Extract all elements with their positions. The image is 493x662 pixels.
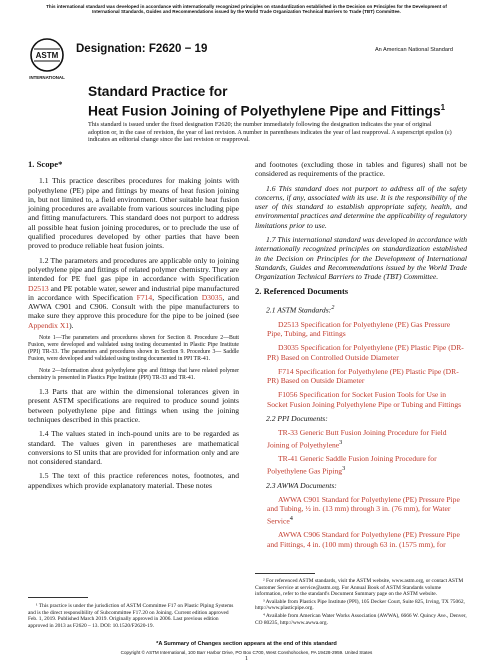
ppi-refs-list — [255, 428, 467, 475]
title-line-2: Heat Fusion Joining of Polyethylene Pipe and Fittings — [88, 103, 441, 119]
astm-refs-list — [255, 320, 467, 409]
link-d3035[interactable]: D3035 — [201, 292, 223, 302]
ppi_refs-ref-item — [255, 428, 467, 449]
paragraph-1-6: 1.6 This standard does not purport to address all of the safety concerns, if any, associated with its use. It is the responsibility of the user of this standard to establish appropriate safety, health, and environmental practices and determine the applicability of regulatory limitations prior to use. — [255, 183, 467, 230]
footnote-marker: 3 — [339, 438, 343, 446]
text: , and AWWA C901 and C906. Consult with the pipe manufacturers to make sure they approve this procedure for the pipe to be joined (see — [28, 292, 239, 321]
paragraph-continued: and footnotes (excluding those in tables and figures) shall not be considered as requirements of the practice. — [255, 160, 467, 179]
logo-subtext: INTERNATIONAL — [29, 75, 65, 80]
logo-text: ASTM — [35, 51, 59, 60]
right-column — [255, 160, 467, 554]
footnote-marker: 3 — [342, 464, 346, 472]
paragraph-1-7: 1.7 This international standard was developed in accordance with internationally recognized principles on standardization established in the Decision on Principles for the Development of International Standards, Guides and Recommendations issued by the World Trade Organization Technical Barriers to Trade (TBT) Committee. — [255, 235, 467, 282]
paragraph-1-1: 1.1 This practice describes procedures for making joints with polyethylene (PE) pipe and fittings by means of heat fusion joining in, but not limited to, a field environment. Other suitable heat fusion joining procedures are available from various sources including pipe and fitting manufacturers. This standard does not purport to address all possible heat fusion joining procedures, or to preclude the use of qualified procedures developed by other parties that have been proved to produce reliable heat fusion joints. — [28, 176, 239, 251]
paragraph-1-5: 1.5 The text of this practice references notes, footnotes, and appendixes which provide explanatory material. These notes — [28, 471, 239, 490]
paragraph-1-4: 1.4 The values stated in inch-pound units are to be regarded as standard. The values given in parentheses are mathematical conversions to SI units that are provided for information only and are not considered standard. — [28, 429, 239, 467]
ref-title[interactable]: Specification for Polyethylene (PE) Plastic Pipe (DR-PR) Based on Outside Diameter — [267, 366, 459, 386]
paragraph-1-3: 1.3 Parts that are within the dimensional tolerances given in present ASTM specifications are required to produce sound joints between polyethylene pipe and fittings when using the joining techniques described in this practice. — [28, 387, 239, 424]
ref-link-awwa-c901[interactable]: AWWA C901 — [278, 494, 320, 504]
ppi-documents-label: 2.2 PPI Documents: — [266, 414, 328, 424]
referenced-documents-heading: 2. Referenced Documents — [255, 285, 349, 296]
ref-title[interactable]: Generic Saddle Fusion Joining Procedure for Polyethylene Gas Piping — [267, 454, 437, 476]
ref-link-f1056[interactable]: F1056 — [278, 390, 298, 400]
refs-ref-item — [255, 390, 467, 409]
footnote-divider-left — [28, 597, 88, 598]
footnote-4: ⁴ Available from American Water Works Association (AWWA), 6666 W. Quincy Ave., Denver, CO 80235, http://www.awwa.org. — [255, 612, 467, 626]
designation: Designation: F2620 − 19 — [76, 43, 208, 55]
ref-link-f714[interactable]: F714 — [278, 366, 294, 376]
ref-title[interactable]: Standard for Polyethylene (PE) Pressure Pipe and Fittings, 4 in. (100 mm) through 63 in. (1575 mm), for — [267, 530, 460, 549]
text: , Specification — [152, 292, 202, 302]
awwa_refs-ref-item — [255, 495, 467, 525]
footnote-2: ² For referenced ASTM standards, visit the ASTM website, www.astm.org, or contact ASTM Customer Service at service@astm.org. For Annual Book of ASTM Standards volume information, refer to the standard's Document Summary page on the ASTM website. — [255, 578, 464, 598]
ref-link-tr-33[interactable]: TR-33 — [278, 428, 298, 438]
text: 1.2 The parameters and procedures are applicable only to joining polyethylene pipe and fittings of related polymer chemistry. They are intended for PE fuel gas pipe in accordance with Specification — [28, 255, 239, 284]
paragraph-1-2 — [28, 256, 239, 330]
copyright-line: Copyright © ASTM International, 100 Barr Harbor Drive, PO Box C700, West Conshohocken, PA 19428-2959. United States — [120, 650, 373, 655]
standard-type: An American National Standard — [374, 47, 453, 53]
refs-ref-item — [255, 343, 467, 362]
ref-title[interactable]: Specification for Polyethylene (PE) Plastic Pipe (DR-PR) Based on Controlled Outside Diameter — [267, 343, 464, 362]
link-f714[interactable]: F714 — [136, 292, 153, 302]
summary-of-changes-note: *A Summary of Changes section appears at the end of this standard — [156, 641, 337, 647]
note-1: Note 1—The parameters and procedures shown for Section 8. Procedure 2—Butt Fusion, were developed and validated using testing documented in Plastic Pipe Institute (PPI) TR-33. The parameters and procedures shown in Section 9. Procedure 3— Saddle Fusion, were developed and validated using testing documented in PPI TR-41. — [28, 335, 239, 363]
awwa-documents-label: 2.3 AWWA Documents: — [266, 480, 337, 490]
text: ). — [69, 320, 74, 330]
document-title — [88, 84, 445, 119]
ref-link-d2513[interactable]: D2513 — [278, 319, 299, 329]
ref-link-d3035[interactable]: D3035 — [278, 343, 299, 353]
link-appendix-x1[interactable]: Appendix X1 — [28, 320, 70, 330]
awwa_refs-ref-item — [255, 530, 467, 549]
astm-logo — [28, 35, 66, 93]
title-line-1: Standard Practice for — [88, 84, 228, 99]
page-number: 1 — [245, 656, 248, 662]
title-footnote-marker: 1 — [440, 102, 446, 112]
astm-standards-label — [255, 303, 467, 315]
intro-paragraph: This standard is issued under the fixed designation F2620; the number immediately following the designation indicates the year of original adoption or, in the case of revision, the year of last revision. A number in parentheses indicates the year of last reapproval. A superscript epsilon (ε) indicates an editorial change since the last revision or reapproval. — [88, 121, 452, 144]
link-d2513[interactable]: D2513 — [28, 283, 49, 293]
refs-ref-item — [255, 367, 467, 386]
left-column — [28, 160, 239, 495]
footnote-3: ³ Available from Plastics Pipe Institute (PPI), 105 Decker Court, Suite 825, Irving, TX 75062, http://www.plasticpipe.org. — [255, 598, 465, 612]
ref-title[interactable]: Specification for Polyethylene (PE) Gas Pressure Pipe, Tubing, and Fittings — [267, 319, 451, 338]
ref-link-awwa-c906[interactable]: AWWA C906 — [278, 530, 320, 540]
note-2: Note 2—Information about polyethylene pipe and fittings that have related polymer chemistry is presented in Plastics Pipe Institute (PPI) TR-33 and TR-41. — [28, 368, 239, 382]
ref-title[interactable]: Specification for Socket Fusion Tools for Use in Socket Fusion Joining Polyethylene Pipe or Tubing and Fittings — [267, 390, 462, 409]
awwa-refs-list — [255, 495, 467, 549]
refs-ref-item — [255, 320, 467, 339]
tbt-notice: This international standard was developed in accordance with internationally recognized principles on standardization established in the Decision on Principles for the Development of International Standards, Guides and Recommendations issued by the World Trade Organization Technical Barriers to Trade (TBT) Committee. — [46, 4, 447, 15]
label: 2.1 ASTM Standards: — [266, 305, 332, 315]
ppi_refs-ref-item — [255, 454, 467, 475]
footnote-marker: 4 — [289, 514, 293, 522]
ref-title[interactable]: Generic Butt Fusion Joining Procedure for Field Joining of Polyethylene — [267, 428, 447, 450]
ref-link-tr-41[interactable]: TR-41 — [278, 454, 298, 464]
footnote-marker: 2 — [331, 303, 335, 311]
footnote-divider-right — [255, 573, 315, 574]
scope-heading: 1. Scope* — [28, 159, 63, 169]
text: and PE potable water, sewer and industrial pipe manufactured in accordance with Specification — [28, 283, 239, 302]
footnote-1: ¹ This practice is under the jurisdiction of ASTM Committee F17 on Plastic Piping Systems and is the direct responsibility of Subcommittee F17.20 on Joining. Current edition approved Feb. 1, 2019. Published March 2019. Originally approved in 2006. Last previous edition approved in 2013 as F2620 – 13. DOI: 10.1520/F2620-19. — [28, 603, 234, 629]
ref-title[interactable]: Standard for Polyethylene (PE) Pressure Pipe and Tubing, ½ in. (13 mm) through 3 in. (76 mm), for Water Service — [267, 494, 460, 526]
footnotes-right — [255, 578, 467, 627]
